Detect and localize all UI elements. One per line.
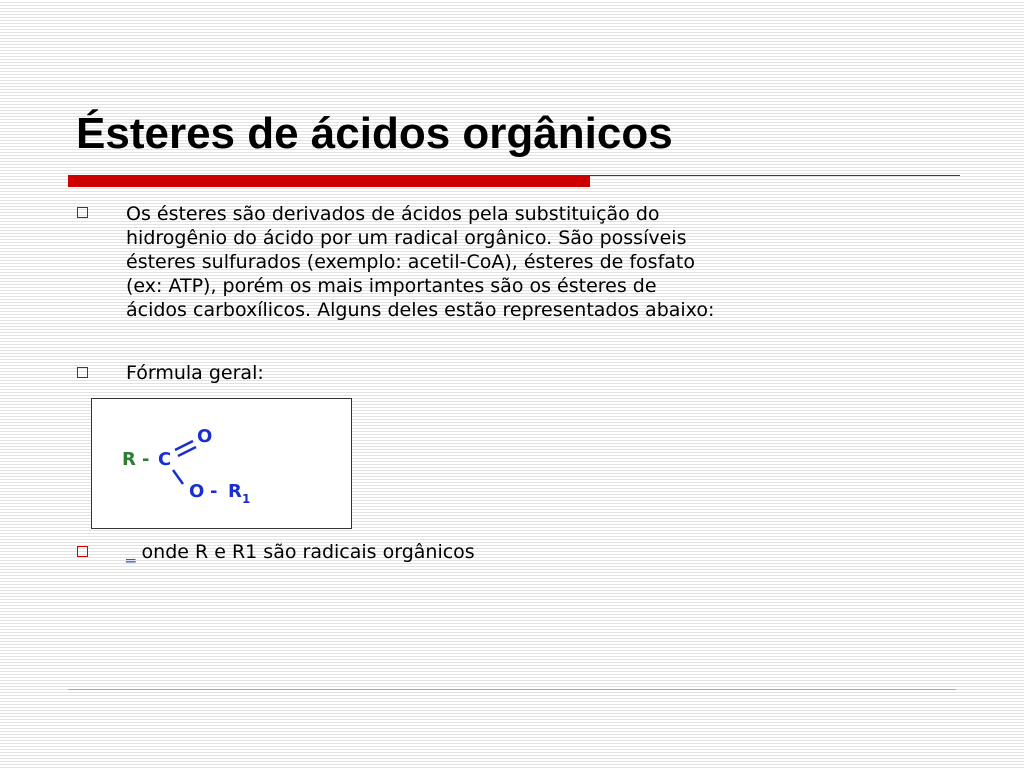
paragraph-line: Os ésteres são derivados de ácidos pela substituição do (126, 203, 660, 225)
formula-dash-2: - (210, 481, 218, 502)
hollow-square-bullet-icon (77, 546, 88, 557)
hollow-square-bullet-icon (77, 367, 88, 378)
formula-r-label: R (122, 449, 136, 470)
paragraph-line: ésteres sulfurados (exemplo: acetil-CoA), ésteres de fosfato (126, 251, 695, 273)
single-bond-line (173, 470, 183, 484)
formula-r1-label: R (228, 481, 242, 502)
hyperlink-mark[interactable]: _ (126, 541, 136, 563)
bullet-formula-label: Fórmula geral: (126, 362, 264, 384)
paragraph-line: (ex: ATP), porém os mais importantes são os ésteres de (126, 275, 657, 297)
title-underline-thick (68, 175, 590, 187)
formula-r1-subscript: 1 (242, 492, 251, 506)
paragraph-line: ácidos carboxílicos. Alguns deles estão representados abaixo: (126, 299, 715, 321)
bullet-paragraph-esteres (126, 202, 856, 322)
general-formula-image (91, 398, 352, 529)
paragraph-line: hidrogênio do ácido por um radical orgânico. São possíveis (126, 227, 687, 249)
bullet-radicals-note (126, 540, 856, 564)
formula-oxygen-bottom: O (189, 481, 205, 502)
formula-carbon-label: C (158, 449, 172, 470)
slide-title: Ésteres de ácidos orgânicos (76, 109, 673, 158)
radicals-note-text: onde R e R1 são radicais orgânicos (141, 541, 475, 563)
formula-oxygen-top: O (197, 426, 213, 447)
formula-dash: - (142, 449, 150, 470)
title-underline-thin (590, 175, 960, 176)
hollow-square-bullet-icon (77, 207, 88, 218)
footer-divider (68, 689, 956, 690)
